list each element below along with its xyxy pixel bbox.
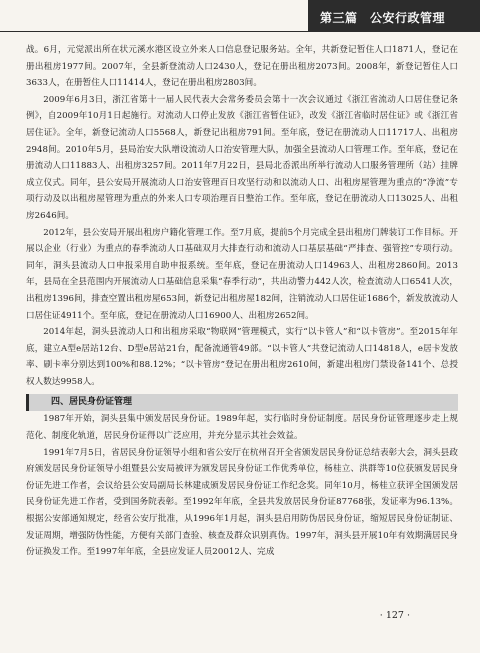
header-rule	[0, 31, 308, 32]
paragraph: 2012年，县公安局开展出租房户籍化管理工作。至7月底，提前5个月完成全县出租房门牌装订工作目标。开展以企业（行业）为重点的春季流动人口基础双月大排查行动和流动人口基层基础“严排查、强管控”专项行动。同年，洞头县流动人口申报采用自助申报系统。至年底，登记在册流动人口14963人、出租房2860间。2013年，县局在全县范围内开展流动人口基础信息采集“春季行动”，共出动警力442人次，检查流动人口6541人次，出租房1396间，排查空置出租房屋653间，新登记出租房屋182间，注销流动人口居住证1686个，新发放流动人口居住证4911个。至年底，登记在册流动人口16900人、出租房2652间。	[26, 227, 458, 321]
page-body	[26, 42, 458, 561]
paragraph: 战。6月，元觉派出所在状元溪水港区设立外来人口信息登记服务站。全年，共新登记暂住人口1871人，登记在册出租房1977间。2007年，全县新登流动人口2430人，登记在册出租房2073间。2008年，新登记暂住人口3633人，在册暂住人口11414人，登记在册出租房2803间。	[26, 45, 458, 89]
page-number: · 127 ·	[379, 610, 410, 621]
paragraph: 2014年起，洞头县流动人口和出租房采取“物联网”管理模式，实行“以卡管人”和“以卡管房”。至2015年年底，建立A型e居站12台、D型e居站21台，配备流通管49部。“以卡管人”共登记流动人口14818人，e居卡发放率、刷卡率分别达到100%和88.12%；“以卡管房”登记在册出租房2610间，新建出租房门禁设备141个、总授权人数达9958人。	[26, 327, 458, 387]
paragraph: 1987年开始，洞头县集中颁发居民身份证。1989年起，实行临时身份证制度。居民身份证管理逐步走上规范化、制度化轨道，居民身份证得以广泛应用，并充分显示其社会效益。	[26, 414, 458, 442]
running-header	[308, 0, 480, 32]
section-heading: 四、居民身份证管理	[26, 394, 458, 411]
paragraph: 1991年7月5日，省居民身份证领导小组和省公安厅在杭州召开全省颁发居民身份证总结表彰大会，洞头县政府颁发居民身份证领导小组暨县公安局被评为颁发居民身份证工作优秀单位，杨桂立、洪群等10位获颁发居民身份证先进工作者，会议给县公安局副局长林建成颁发居民身份证工作纪念奖。同年10月，杨桂立获评全国颁发居民身份证先进工作者，受到国务院表彰。至1992年年底，全县共发放居民身份证87768张，发证率为96.13%。根据公安部通知规定，经省公安厅批准，从1996年1月起，洞头县启用防伪居民身份证，缩短居民身份证制证、发证周期，增强防伪性能，方便有关部门查验、核查及群众识别真伪。1997年，洞头县开展10年有效期满居民身份证换发工作。至1997年年底，全县应发证人员20012人、完成	[26, 447, 458, 558]
chapter-title: 第三篇 公安行政管理	[320, 11, 446, 25]
paragraph: 2009年6月3日，浙江省第十一届人民代表大会常务委员会第十一次会议通过《浙江省流动人口居住登记条例》，自2009年10月1日起施行。对流动人口停止发放《浙江省暂住证》，改发《浙江省临时居住证》或《浙江省居住证》。全年，新登记流动人口5568人，新登记出租房791间。至年底，登记在册流动人口11717人、出租房2948间。2010年5月，县局治安大队增设流动人口治安管理大队，加强全县流动人口管理工作。至年底，登记在册流动人口11883人、出租房3257间。2011年7月22日，县局北岙派出所举行流动人口服务管理所（站）挂牌成立仪式。同年，县公安局开展流动人口治安管理百日攻坚行动和以流动人口、出租房屋管理为重点的“净流”专项行动及以出租房屋管理为重点的外来人口专项治理百日整治工作。至年底，登记在册流动人口13025人、出租房2646间。	[26, 94, 458, 221]
